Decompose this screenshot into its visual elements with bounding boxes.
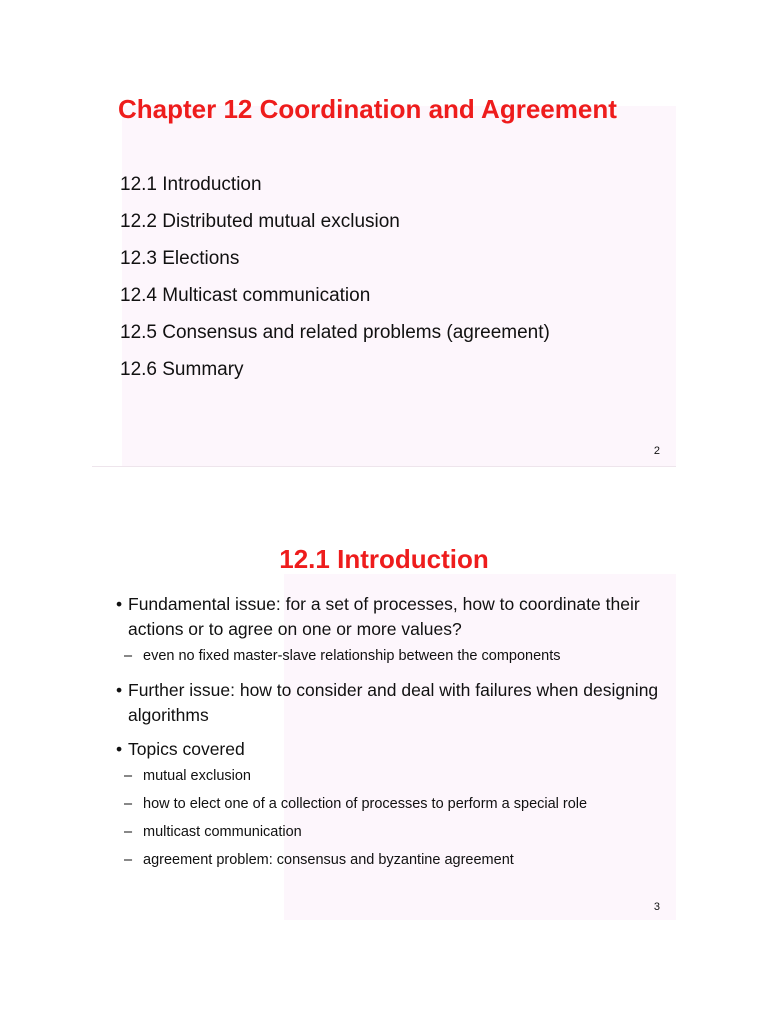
slide-title: 12.1 Introduction xyxy=(279,544,489,574)
slide-introduction xyxy=(92,528,676,920)
sub-bullet-item: – even no fixed master-slave relationship between the components xyxy=(116,646,672,666)
slide-page-number: 2 xyxy=(653,445,660,457)
bullet-list xyxy=(116,592,672,870)
bullet-item: • Further issue: how to consider and deal with failures when designing algorithms xyxy=(116,678,672,728)
toc-item: 12.4 Multicast communication xyxy=(120,285,371,306)
bullet-item: • Topics covered xyxy=(116,737,672,762)
table-of-contents xyxy=(120,172,550,394)
toc-item: 12.2 Distributed mutual exclusion xyxy=(120,211,400,232)
toc-item: 12.5 Consensus and related problems (agreement) xyxy=(120,322,550,343)
sub-bullet-item: – how to elect one of a collection of processes to perform a special role xyxy=(116,794,672,814)
slide-chapter-overview xyxy=(92,82,676,467)
toc-item: 12.3 Elections xyxy=(120,248,240,269)
toc-item: 12.6 Summary xyxy=(120,359,244,380)
toc-item: 12.1 Introduction xyxy=(120,174,262,195)
sub-bullet-item: – mutual exclusion xyxy=(116,766,672,786)
sub-bullet-item: – multicast communication xyxy=(116,822,672,842)
slide-title: Chapter 12 Coordination and Agreement xyxy=(118,94,617,124)
bullet-item: • Fundamental issue: for a set of processes, how to coordinate their actions or to agree on one or more values? xyxy=(116,592,672,642)
sub-bullet-item: – agreement problem: consensus and byzantine agreement xyxy=(116,850,672,870)
slide-page-number: 3 xyxy=(653,901,660,913)
